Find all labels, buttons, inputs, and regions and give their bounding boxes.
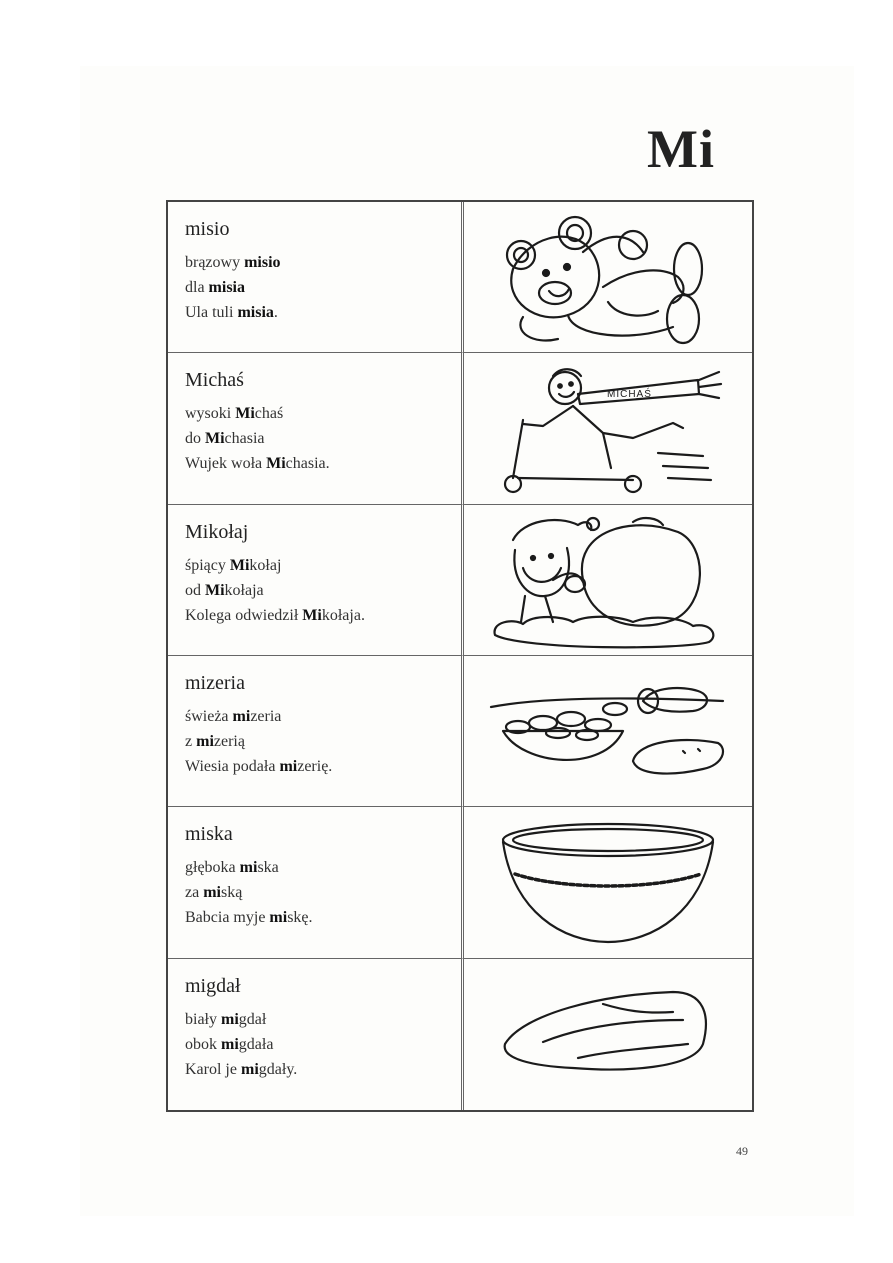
line-text: brązowy: [185, 254, 245, 271]
headword-rest: sio: [206, 218, 230, 240]
highlighted-syllable: mi: [240, 1060, 259, 1078]
example-line: [185, 905, 461, 930]
teddy-bear-icon: [483, 207, 733, 347]
line-text: śpiący: [185, 556, 230, 574]
highlighted-syllable: mi: [279, 757, 298, 775]
vocabulary-table: [166, 200, 754, 1112]
example-line: [185, 275, 461, 300]
highlighted-syllable: Mi: [266, 455, 286, 473]
word-cell: [168, 959, 464, 1110]
headword-syllable: Mi: [185, 369, 209, 392]
word-cell: [168, 505, 464, 656]
line-text: ską: [220, 884, 243, 902]
highlighted-syllable: Mi: [235, 405, 255, 423]
line-text: głęboka: [185, 859, 240, 877]
picture-cell: [464, 202, 752, 353]
headword: [185, 521, 461, 544]
line-text: skę.: [287, 909, 313, 927]
line-text: ska: [257, 859, 279, 877]
highlighted-syllable: Mi: [229, 556, 250, 574]
highlighted-syllable: misio: [244, 254, 281, 271]
line-text: dla: [185, 279, 209, 296]
example-line: [185, 1007, 461, 1032]
word-cell: [168, 807, 464, 958]
boy-on-scooter-icon: [483, 358, 733, 498]
headword: [185, 218, 461, 241]
word-cell: [168, 353, 464, 504]
headword-rest: chaś: [208, 369, 244, 392]
scarf-label: MICHAŚ: [607, 389, 652, 401]
highlighted-syllable: mi: [232, 707, 251, 725]
line-text: gdał: [238, 1010, 267, 1028]
line-text: do: [185, 430, 205, 448]
example-line: [185, 729, 461, 754]
line-text: świeża: [185, 707, 233, 725]
line-text: gdała: [238, 1035, 274, 1053]
line-text: chasia: [224, 430, 265, 448]
line-text: chasia.: [285, 455, 330, 473]
line-text: za: [185, 884, 204, 902]
example-line: [185, 553, 461, 578]
headword: [185, 975, 461, 998]
headword-rest: ska: [206, 823, 233, 846]
santa-claus-icon: [483, 510, 733, 650]
example-line: [185, 704, 461, 729]
line-text: gdały.: [258, 1060, 298, 1078]
highlighted-syllable: mi: [221, 1035, 239, 1053]
line-text: wysoki: [185, 405, 236, 423]
example-line: [185, 880, 461, 905]
headword: [185, 369, 461, 392]
line-text: zeria: [250, 707, 282, 725]
highlighted-syllable: Mi: [205, 581, 225, 599]
highlighted-syllable: misia: [208, 279, 245, 296]
line-text: chaś: [254, 405, 284, 423]
headword: [185, 672, 461, 695]
picture-cell: [464, 807, 752, 958]
highlighted-syllable: mi: [203, 884, 221, 902]
example-line: [185, 855, 461, 880]
line-text: .: [273, 304, 278, 321]
headword-rest: zeria: [206, 671, 245, 694]
headword: [185, 823, 461, 846]
line-text: zerię.: [297, 757, 333, 775]
word-cell: [168, 656, 464, 807]
line-text: z: [185, 732, 197, 750]
highlighted-syllable: mi: [269, 909, 288, 927]
line-text: od: [185, 581, 205, 599]
highlighted-syllable: misia: [237, 304, 274, 321]
line-text: kołaja.: [321, 606, 365, 624]
line-text: Ula tuli: [185, 304, 238, 321]
picture-cell: [464, 959, 752, 1110]
example-line: [185, 754, 461, 779]
example-line: [185, 578, 461, 603]
example-line: [185, 451, 461, 476]
line-text: kołaj: [249, 556, 282, 574]
example-line: [185, 603, 461, 628]
page-number: 49: [736, 1144, 748, 1158]
example-line: [185, 401, 461, 426]
headword-syllable: mi: [185, 671, 207, 694]
line-text: biały: [185, 1010, 221, 1028]
bowl-icon: [483, 812, 733, 952]
highlighted-syllable: Mi: [302, 606, 322, 624]
word-cell: [168, 202, 464, 353]
highlighted-syllable: mi: [239, 859, 258, 877]
line-text: zerią: [213, 732, 245, 750]
example-line: [185, 1057, 461, 1082]
page-title: Mi: [647, 119, 715, 179]
line-text: obok: [185, 1035, 221, 1053]
headword-syllable: mi: [185, 218, 207, 240]
headword-syllable: mi: [185, 974, 207, 997]
cucumber-salad-icon: [483, 661, 733, 801]
line-text: Kolega odwiedził: [185, 606, 303, 624]
line-text: Karol je: [185, 1060, 241, 1078]
highlighted-syllable: mi: [196, 732, 214, 750]
picture-cell: [464, 353, 752, 504]
headword-syllable: mi: [185, 823, 207, 846]
picture-cell: [464, 656, 752, 807]
almond-icon: [483, 964, 733, 1104]
example-line: [185, 426, 461, 451]
headword-rest: gdał: [206, 974, 241, 997]
picture-cell: [464, 505, 752, 656]
highlighted-syllable: Mi: [205, 430, 225, 448]
headword-syllable: Mi: [185, 520, 209, 543]
line-text: Babcia myje: [185, 909, 270, 927]
example-line: [185, 1032, 461, 1057]
example-line: [185, 250, 461, 275]
line-text: Wiesia podała: [185, 757, 280, 775]
line-text: Wujek woła: [185, 455, 267, 473]
headword-rest: kołaj: [208, 520, 249, 543]
highlighted-syllable: mi: [221, 1010, 239, 1028]
example-line: [185, 300, 461, 325]
line-text: kołaja: [224, 581, 264, 599]
